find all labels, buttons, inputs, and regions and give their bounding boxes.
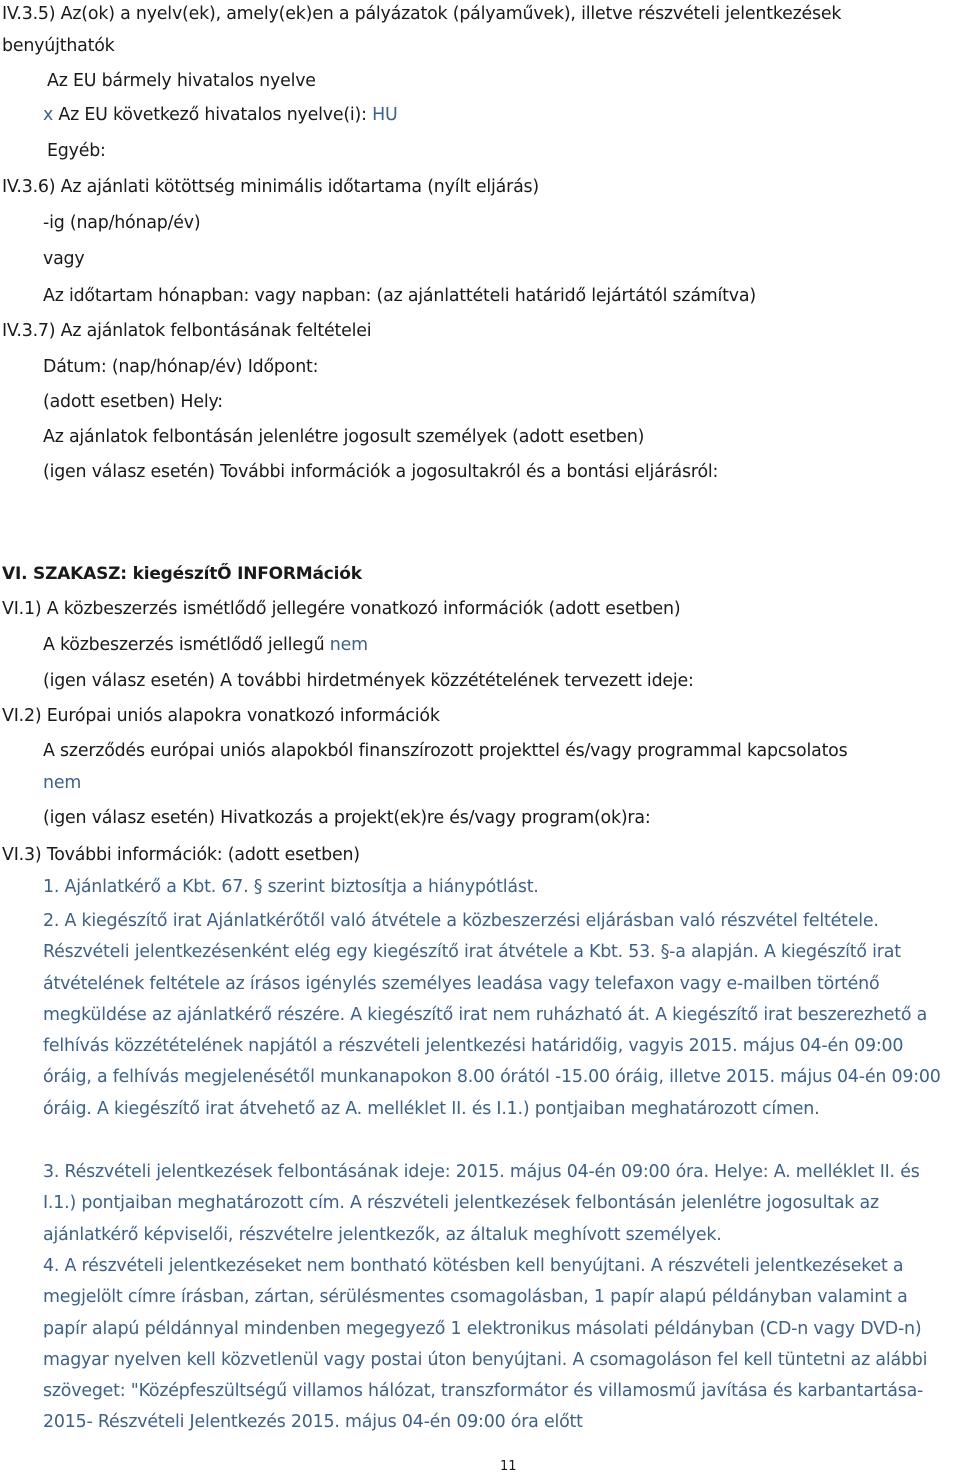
- vi2-label: A szerződés európai uniós alapokból finanszírozott projekttel és/vagy programmal kapcsolatos: [43, 741, 848, 761]
- vi3-heading: VI.3) További információk: (adott esetben): [2, 845, 360, 865]
- vi3-item-1: 1. Ajánlatkérő a Kbt. 67. § szerint biztosítja a hiánypótlást.: [43, 877, 539, 897]
- iv37-date: Dátum: (nap/hónap/év) Időpont:: [43, 357, 319, 377]
- vi2-value: nem: [43, 773, 82, 793]
- following-languages-label: Az EU következő hivatalos nyelve(i):: [58, 105, 367, 125]
- iv35-heading: IV.3.5) Az(ok) a nyelv(ek), amely(ek)en a pályázatok (pályaművek), illetve részvételi jelentkezések: [2, 4, 842, 24]
- iv37-place: (adott esetben) Hely:: [43, 392, 223, 412]
- vi2-heading: VI.2) Európai uniós alapokra vonatkozó információk: [2, 706, 440, 726]
- language-value: HU: [372, 105, 398, 125]
- vi3-item-4: 4. A részvételi jelentkezéseket nem bontható kötésben kell benyújtani. A részvételi jelentkezéseket a megjelölt címre írásban, zártan, sérülésmentes csomagolásban, 1 papír alapú példányban valamint a papír alapú példánnyal mindenben megegyező 1 elektronikus másolati példányban (CD-n vagy DVD-n) magyar nyelven kell közvetlenül vagy postai úton benyújtani. A csomagoláson fel kell tüntetni az alábbi szöveget: "Középfeszültségű villamos hálózat, transzformátor és villamosmű javítása és karbantartása-2015- Részvételi Jelentkezés 2015. május 04-én 09:00 óra előtt: [43, 1256, 928, 1433]
- iv37-more: (igen válasz esetén) További információk a jogosultakról és a bontási eljárásról:: [43, 462, 719, 482]
- vi2-ref: (igen válasz esetén) Hivatkozás a projekt(ek)re és/vagy program(ok)ra:: [43, 808, 651, 828]
- selected-mark: x: [43, 105, 54, 125]
- iv35-heading-cont: benyújthatók: [2, 36, 115, 56]
- option-other-language: Egyéb:: [47, 141, 106, 161]
- vi1-next: (igen válasz esetén) A további hirdetmények közzétételének tervezett ideje:: [43, 671, 694, 691]
- iv36-or: vagy: [43, 249, 85, 269]
- vi1-label: A közbeszerzés ismétlődő jellegű: [43, 635, 325, 655]
- iv36-heading: IV.3.6) Az ajánlati kötöttség minimális időtartama (nyílt eljárás): [2, 177, 539, 197]
- iv37-heading: IV.3.7) Az ajánlatok felbontásának feltételei: [2, 321, 372, 341]
- vi3-item-3: 3. Részvételi jelentkezések felbontásának ideje: 2015. május 04-én 09:00 óra. Helye: A. melléklet II. és I.1.) pontjaiban meghatározott cím. A részvételi jelentkezések felbontásán jelenlétre jogosultak az ajánlatkérő képviselői, részvételre jelentkezők, az általuk meghívott személyek.: [43, 1162, 920, 1245]
- section-vi-title: VI. SZAKASZ: kiegészítŐ INFORMációk: [2, 564, 362, 584]
- vi1-heading: VI.1) A közbeszerzés ismétlődő jellegére vonatkozó információk (adott esetben): [2, 599, 681, 619]
- iv36-until: -ig (nap/hónap/év): [43, 213, 201, 233]
- option-any-eu-language: Az EU bármely hivatalos nyelve: [47, 71, 316, 91]
- vi3-item-2: 2. A kiegészítő irat Ajánlatkérőtől való átvétele a közbeszerzési eljárásban való részvétel feltétele. Részvételi jelentkezésenként elég egy kiegészítő irat átvétele a Kbt. 53. §-a alapján. A kiegészítő irat átvételének feltétele az írásos igénylés személyes leadása vagy telefaxon vagy e-mailben történő megküldése az ajánlatkérő részére. A kiegészítő irat nem ruházható át. A kiegészítő irat beszerezhető a felhívás közzétételének napjától a részvételi jelentkezési határidőig, vagyis 2015. május 04-én 09:00 óráig, a felhívás megjelenésétől munkanapokon 8.00 órától -15.00 óráig, illetve 2015. május 04-én 09:00 óráig. A kiegészítő irat átvehető az A. melléklet II. és I.1.) pontjaiban meghatározott címen.: [43, 911, 941, 1119]
- iv36-duration: Az időtartam hónapban: vagy napban: (az ajánlattételi határidő lejártától számítva): [43, 286, 756, 306]
- page-number: 11: [500, 1459, 517, 1474]
- vi1-recurrence: [43, 634, 368, 656]
- vi1-value: nem: [329, 635, 368, 655]
- iv37-persons: Az ajánlatok felbontásán jelenlétre jogosult személyek (adott esetben): [43, 427, 645, 447]
- option-following-languages: [43, 104, 398, 126]
